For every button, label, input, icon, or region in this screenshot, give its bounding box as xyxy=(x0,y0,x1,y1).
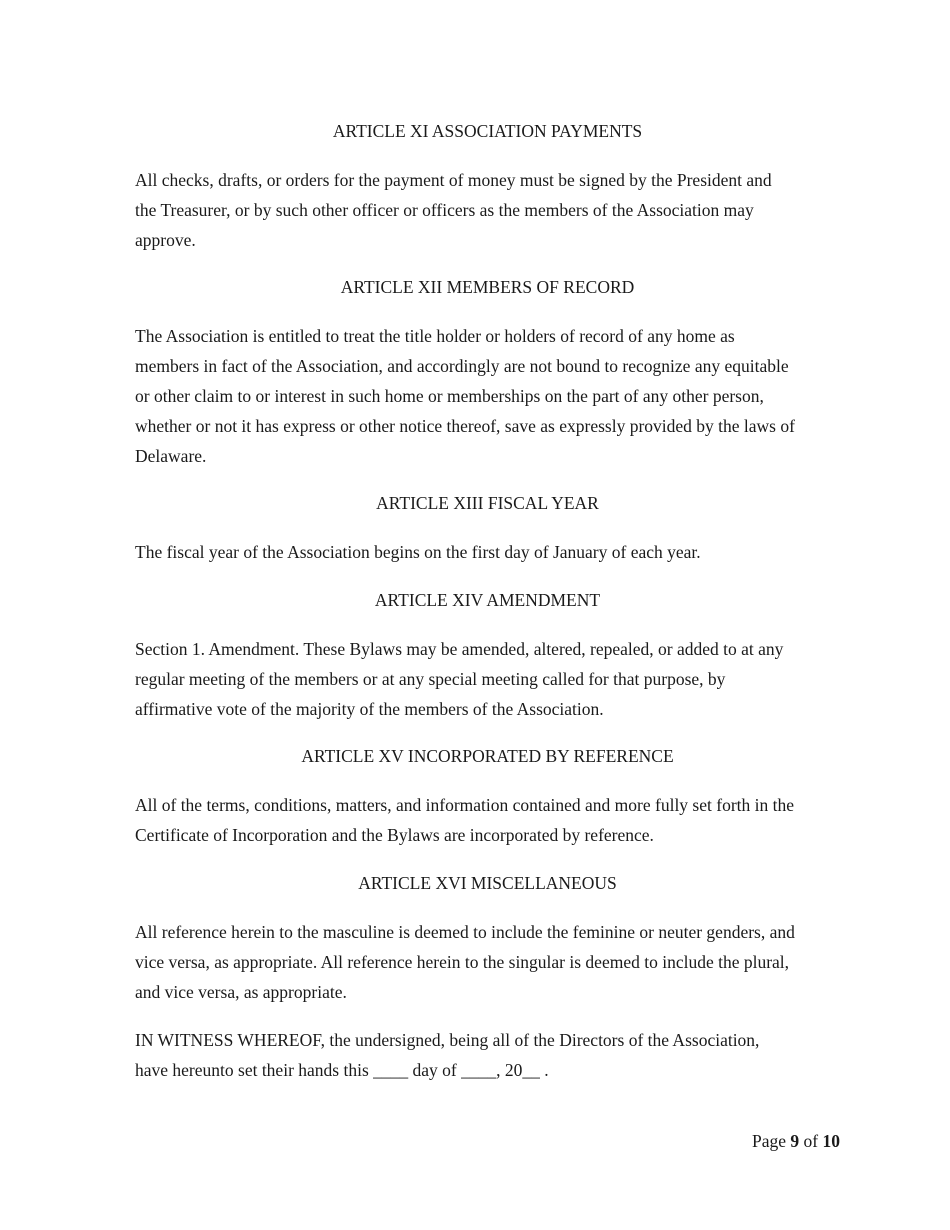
article-11-body xyxy=(135,165,840,255)
article-14-heading: ARTICLE XIV AMENDMENT xyxy=(374,590,601,610)
current-page: 9 xyxy=(790,1131,800,1151)
text-line: have hereunto set their hands this ____ day of ____, 20__ . xyxy=(135,1060,549,1080)
text-line: All checks, drafts, or orders for the payment of money must be signed by the President and xyxy=(135,170,772,190)
text-line: affirmative vote of the majority of the members of the Association. xyxy=(135,699,604,719)
document-page xyxy=(135,0,840,1230)
text-line: The fiscal year of the Association begins on the first day of January of each year. xyxy=(135,542,701,562)
text-line: the Treasurer, or by such other officer or officers as the members of the Association may xyxy=(135,200,754,220)
article-14-body xyxy=(135,634,840,724)
article-15-body xyxy=(135,790,840,850)
page-label: Page xyxy=(752,1131,787,1151)
article-11-heading: ARTICLE XI ASSOCIATION PAYMENTS xyxy=(332,121,643,141)
text-line: and vice versa, as appropriate. xyxy=(135,982,347,1002)
article-16-heading: ARTICLE XVI MISCELLANEOUS xyxy=(358,873,617,893)
text-line: All reference herein to the masculine is deemed to include the feminine or neuter genders, and xyxy=(135,922,795,942)
article-15-heading: ARTICLE XV INCORPORATED BY REFERENCE xyxy=(301,746,674,766)
article-13-heading: ARTICLE XIII FISCAL YEAR xyxy=(376,493,599,513)
text-line: Section 1. Amendment. These Bylaws may be amended, altered, repealed, or added to at any xyxy=(135,639,784,659)
text-line: approve. xyxy=(135,230,196,250)
text-line: members in fact of the Association, and accordingly are not bound to recognize any equitable xyxy=(135,356,789,376)
article-13-body xyxy=(135,537,840,567)
text-line: or other claim to or interest in such home or memberships on the part of any other person, xyxy=(135,386,764,406)
article-12-heading: ARTICLE XII MEMBERS OF RECORD xyxy=(340,277,635,297)
article-16-body xyxy=(135,917,840,1007)
text-line: vice versa, as appropriate. All reference herein to the singular is deemed to include the plural, xyxy=(135,952,790,972)
witness-clause xyxy=(135,1025,840,1085)
text-line: regular meeting of the members or at any special meeting called for that purpose, by xyxy=(135,669,726,689)
text-line: Delaware. xyxy=(135,446,207,466)
text-line: whether or not it has express or other notice thereof, save as expressly provided by the laws of xyxy=(135,416,795,436)
text-line: Certificate of Incorporation and the Bylaws are incorporated by reference. xyxy=(135,825,654,845)
article-12-body xyxy=(135,321,840,471)
of-label: of xyxy=(803,1131,819,1151)
text-line: All of the terms, conditions, matters, and information contained and more fully set forth in the xyxy=(135,795,795,815)
text-line: IN WITNESS WHEREOF, the undersigned, being all of the Directors of the Association, xyxy=(135,1030,760,1050)
total-pages: 10 xyxy=(822,1131,840,1151)
page-number xyxy=(752,1126,840,1156)
text-line: The Association is entitled to treat the title holder or holders of record of any home as xyxy=(135,326,735,346)
